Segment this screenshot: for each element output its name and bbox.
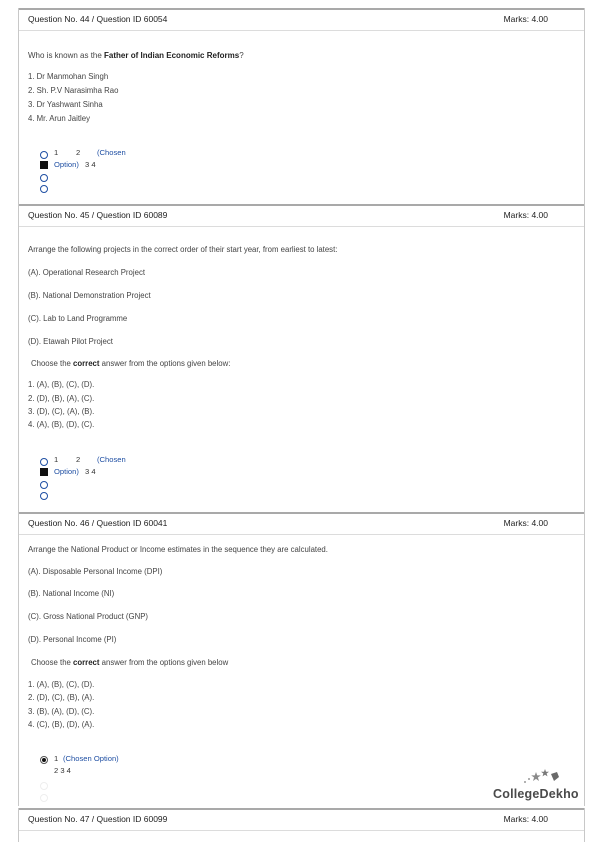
question-block-46 xyxy=(18,512,585,806)
answer-options-rest: 2 3 4 xyxy=(54,766,71,775)
question-id: Question No. 46 / Question ID 60041 xyxy=(28,518,168,528)
question-header xyxy=(19,808,584,831)
radio-option-4[interactable] xyxy=(40,794,48,802)
chosen-option-marker xyxy=(40,161,48,169)
question-id: Question No. 44 / Question ID 60054 xyxy=(28,14,168,24)
option-4: 4. Mr. Arun Jaitley xyxy=(28,114,90,123)
answer-options-rest: 3 4 xyxy=(85,467,96,476)
option-3: 3. Dr Yashwant Sinha xyxy=(28,100,103,109)
option-1: 1. (A), (B), (C), (D). xyxy=(28,380,95,389)
choose-instruction: Choose the correct answer from the options given below xyxy=(31,658,229,667)
question-id: Question No. 45 / Question ID 60089 xyxy=(28,210,168,220)
radio-option-3[interactable] xyxy=(40,174,48,182)
statement-c: (C). Gross National Product (GNP) xyxy=(28,612,149,621)
option-4: 4. (A), (B), (D), (C). xyxy=(28,420,95,429)
option-3: 3. (B), (A), (D), (C). xyxy=(28,707,95,716)
statement-b: (B). National Income (NI) xyxy=(28,589,115,598)
answer-option-1-label: 1 xyxy=(54,754,59,763)
choose-instruction: Choose the correct answer from the options given below: xyxy=(31,359,231,368)
statement-d: (D). Etawah Pilot Project xyxy=(28,337,113,346)
question-header xyxy=(19,512,584,535)
question-marks: Marks: 4.00 xyxy=(503,518,548,528)
answer-option-2-label: 2 xyxy=(76,455,81,464)
radio-option-1-selected[interactable] xyxy=(40,756,48,764)
option-2: 2. (D), (C), (B), (A). xyxy=(28,693,95,702)
chosen-option-label: (Chosen Option) xyxy=(63,754,119,763)
radio-option-1[interactable] xyxy=(40,151,48,159)
answer-option-2-label: 2 xyxy=(76,148,81,157)
statement-d: (D). Personal Income (PI) xyxy=(28,635,117,644)
statement-a: (A). Operational Research Project xyxy=(28,268,146,277)
chosen-option-label: (Chosen xyxy=(97,455,126,464)
statement-a: (A). Disposable Personal Income (DPI) xyxy=(28,567,163,576)
radio-option-4[interactable] xyxy=(40,492,48,500)
question-text: Arrange the National Product or Income estimates in the sequence they are calculated. xyxy=(28,545,328,554)
statement-b: (B). National Demonstration Project xyxy=(28,291,151,300)
chosen-option-label-cont: Option) xyxy=(54,160,79,169)
statement-c: (C). Lab to Land Programme xyxy=(28,314,128,323)
chosen-option-marker xyxy=(40,468,48,476)
question-text: Who is known as the Father of Indian Economic Reforms? xyxy=(28,51,244,60)
question-block-45 xyxy=(18,204,585,512)
option-1: 1. Dr Manmohan Singh xyxy=(28,72,109,81)
collegedekho-logo xyxy=(493,768,583,806)
logo-text: CollegeDekho xyxy=(493,787,579,801)
answer-option-1-label: 1 xyxy=(54,148,59,157)
option-2: 2. Sh. P.V Narasimha Rao xyxy=(28,86,119,95)
question-block-44 xyxy=(18,8,585,204)
question-text: Arrange the following projects in the correct order of their start year, from earliest to latest: xyxy=(28,245,338,254)
radio-option-3[interactable] xyxy=(40,481,48,489)
question-marks: Marks: 4.00 xyxy=(503,814,548,824)
option-4: 4. (C), (B), (D), (A). xyxy=(28,720,95,729)
option-1: 1. (A), (B), (C), (D). xyxy=(28,680,95,689)
question-block-47 xyxy=(18,808,585,842)
question-header xyxy=(19,204,584,227)
chosen-option-label: (Chosen xyxy=(97,148,126,157)
answer-option-1-label: 1 xyxy=(54,455,59,464)
question-marks: Marks: 4.00 xyxy=(503,210,548,220)
question-header xyxy=(19,8,584,31)
answer-options-rest: 3 4 xyxy=(85,160,96,169)
question-id: Question No. 47 / Question ID 60099 xyxy=(28,814,168,824)
option-3: 3. (D), (C), (A), (B). xyxy=(28,407,95,416)
chosen-option-label-cont: Option) xyxy=(54,467,79,476)
radio-option-1[interactable] xyxy=(40,458,48,466)
radio-option-4[interactable] xyxy=(40,185,48,193)
option-2: 2. (D), (B), (A), (C). xyxy=(28,394,95,403)
stars-icon xyxy=(521,768,561,788)
radio-option-3[interactable] xyxy=(40,782,48,790)
question-marks: Marks: 4.00 xyxy=(503,14,548,24)
